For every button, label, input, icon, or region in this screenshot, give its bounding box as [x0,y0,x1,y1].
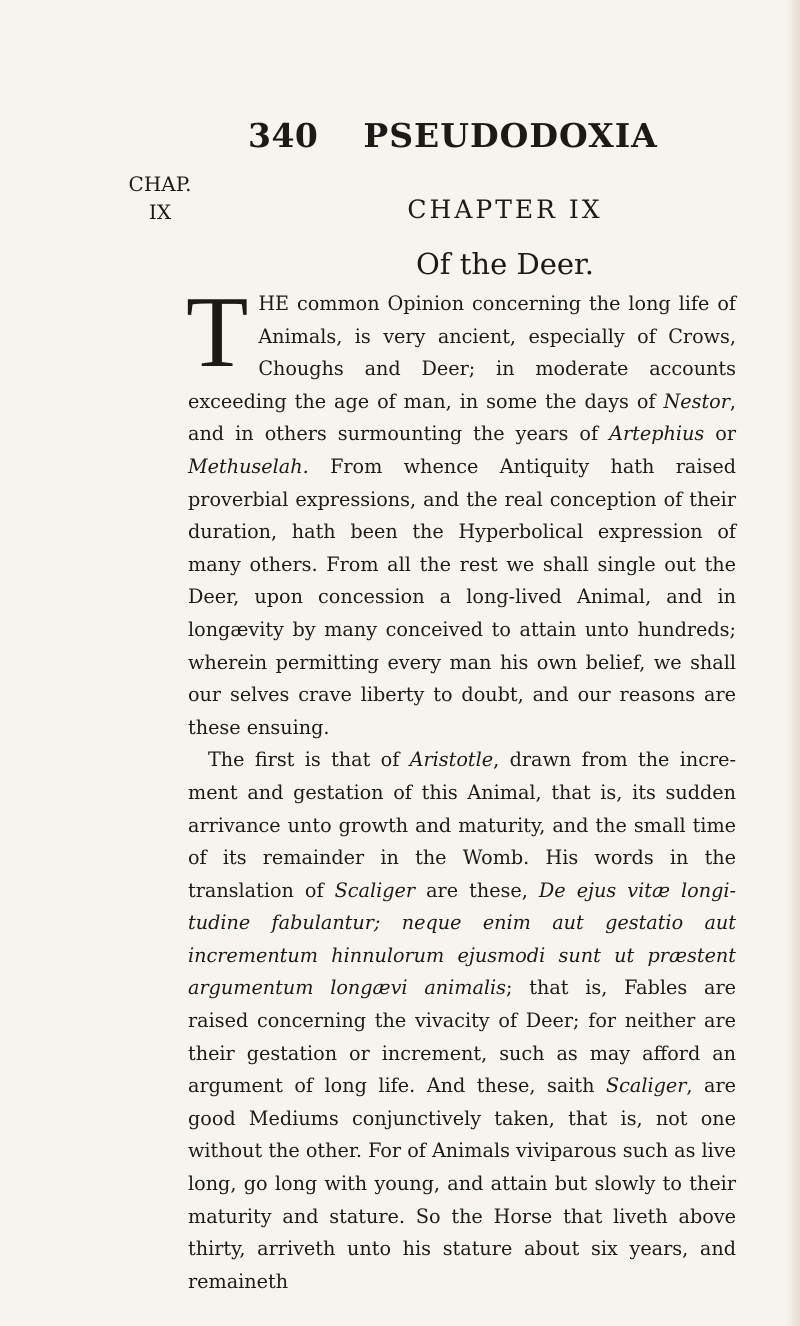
body-text [186,276,737,1298]
para2-text-2: , drawn from the increment and gestation of this Animal, that is, its sudden arrivance unto growth and maturity, and the small time of its remainder in the Womb. His words in the translation of [188,748,736,902]
para2-italic-3: De ejus vitæ longitudine fabulantur; neque enim aut gestatio aut incrementum hinnulorum ejusmodi sunt ut præstent argumentum longævi animalis [188,878,736,1000]
para1-text-4: From whence Antiquity hath raised proverbial expressions, and the real conception of their duration, hath been the Hyperbolical expression of many others. From all the rest we shall single out the Deer, upon concession a long-lived Animal, and in longævity by many conceived to attain unto hundreds; wherein permitting every man his own belief, we shall our selves crave liberty to doubt, and our reasons are these ensuing. [188,454,736,739]
margin-note-number: IX [148,200,172,224]
para2-text-4: ; that is, Fables are raised concerning the vivacity of Deer; for neither are their gestation or increment, such as may afford an argument of long life. And these, saith [188,976,736,1098]
para2-italic-1: Aristotle [409,748,494,772]
para2-text-1: The first is that of [208,748,410,772]
para2-text-5: , are good Mediums conjunctively taken, that is, not one without the other. For of Animals viviparous such as live long, go long with young, and attain but slowly to their maturity and stature. So the Horse that liveth above thirty, arriveth unto his stature about six years, and remaineth [188,1074,737,1293]
para1-italic-2: Artephius [609,422,705,446]
para2-text-3: are these, [415,878,539,902]
running-head [248,116,678,155]
paragraph-2 [188,744,736,1298]
para2-italic-4: Scaliger [606,1074,687,1098]
para1-italic-3: Methuselah. [188,454,309,478]
chapter-subtitle: Of the Deer. [416,247,594,281]
para1-italic-1: Nestor [663,389,730,413]
paragraph-1 [186,276,736,744]
para1-text-2: , and in others surmounting the years of [188,389,736,446]
para1-text-3: or [704,422,736,446]
para2-italic-2: Scaliger [334,878,416,902]
running-title: PSEUDODOXIA [363,116,658,155]
para1-text-1: HE common Opinion concerning the long life of Animals, is very ancient, especially of Crows, Choughs and Deer; in moderate accounts exceeding the age of man, in some the days of [188,292,736,413]
margin-note [128,170,192,226]
page-number: 340 [248,116,319,155]
margin-note-chap: CHAP. [128,172,192,196]
drop-cap: T [186,276,249,389]
chapter-heading: CHAPTER IX [407,195,603,224]
